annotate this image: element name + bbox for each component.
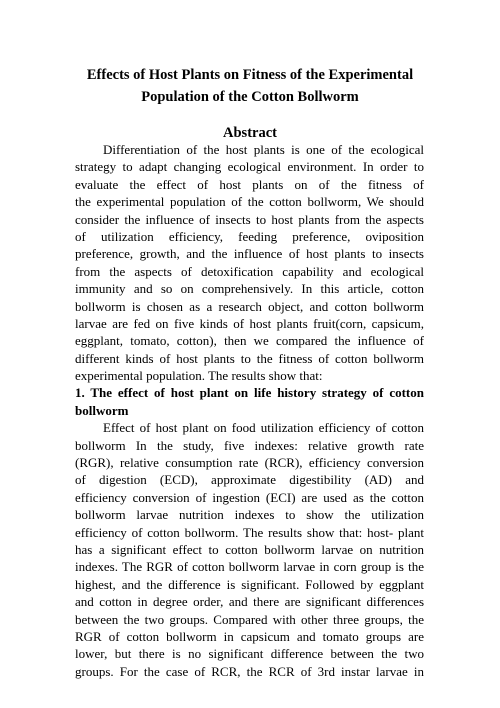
body-text-line: of digestion (ECD), approximate digestibility (AD) and <box>75 472 424 488</box>
body-text-line: bollworm larvae nutrition indexes to show the utilization <box>75 507 424 523</box>
section-heading-line: bollworm <box>75 402 129 418</box>
body-text-line: the experimental population of the cotton bollworm, We should <box>75 194 424 210</box>
body-text-line: efficiency conversion of ingestion (ECI) are used as the cotton <box>75 489 424 505</box>
abstract-heading: Abstract <box>223 125 277 141</box>
body-text-line: between the two groups. Compared with other three groups, the <box>75 611 424 627</box>
body-text-line: groups. For the case of RCR, the RCR of 3rd instar larvae in <box>75 663 424 679</box>
body-text-line: bollworm is chosen as a research object, and cotton bollworm <box>75 298 424 314</box>
body-text-line: experimental population. The results show that: <box>75 368 323 384</box>
body-text-line: from the aspects of detoxification capability and ecological <box>75 263 424 279</box>
body-text-line: of utilization efficiency, feeding preference, oviposition <box>75 228 424 244</box>
body-text-line: preference, growth, and the influence of host plants to insects <box>75 246 424 262</box>
title-line-1: Effects of Host Plants on Fitness of the Experimental <box>86 67 414 83</box>
body-text-line: larvae are fed on five kinds of host plants fruit(corn, capsicum, <box>75 315 424 331</box>
body-text-line: different kinds of host plants to the fitness of cotton bollworm <box>75 350 424 366</box>
body-text-line: has a significant effect to cotton bollworm larvae on nutrition <box>75 541 424 557</box>
body-text-line: immunity and so on comprehensively. In this article, cotton <box>75 281 424 297</box>
body-text-line: RGR of cotton bollworm in capsicum and tomato groups are <box>75 628 424 644</box>
body-text-line: and cotton in degree order, and there are significant differences <box>75 594 424 610</box>
body-text-line: Effect of host plant on food utilization efficiency of cotton <box>103 420 424 436</box>
body-text-line: consider the influence of insects to host plants from the aspects <box>75 211 424 227</box>
abstract-body <box>75 141 424 680</box>
title-line-2: Population of the Cotton Bollworm <box>141 89 359 105</box>
body-text-line: (RGR), relative consumption rate (RCR), efficiency conversion <box>75 455 424 471</box>
body-text-line: lower, but there is no significant difference between the two <box>75 646 424 662</box>
body-text-line: evaluate the effect of host plants on of the fitness of <box>75 176 424 192</box>
body-text-line: eggplant, tomato, cotton), then we compared the influence of <box>75 333 424 349</box>
body-text-line: bollworm In the study, five indexes: relative growth rate <box>75 437 424 453</box>
body-text-line: Differentiation of the host plants is one of the ecological <box>103 142 424 157</box>
section-heading-line: 1. The effect of host plant on life history strategy of cotton <box>75 385 424 401</box>
body-text-line: strategy to adapt changing ecological environment. In order to <box>75 159 424 175</box>
paper-title <box>40 64 460 108</box>
body-text-line: indexes. The RGR of cotton bollworm larvae in corn group is the <box>75 559 424 575</box>
body-text-line: efficiency of cotton bollworm. The results show that: host- plant <box>75 524 424 540</box>
body-text-line: highest, and the difference is significant. Followed by eggplant <box>75 576 424 592</box>
